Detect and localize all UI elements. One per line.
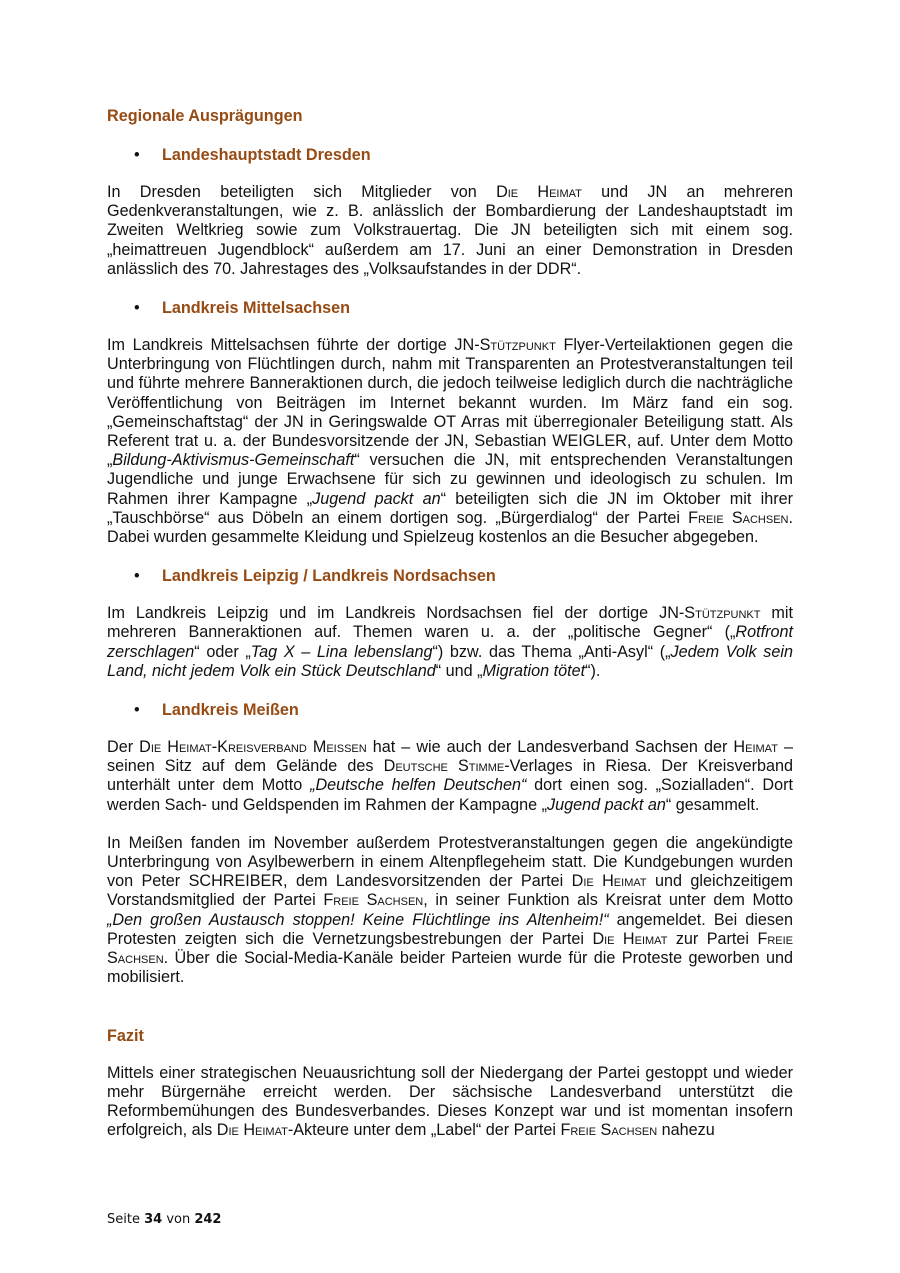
bullet-heading-meissen	[107, 700, 793, 720]
bullet-label: Landkreis Leipzig / Landkreis Nordsachsen	[162, 567, 496, 586]
paragraph-meissen-2: In Meißen fanden im November außerdem Protestveranstaltungen gegen die angekündigte Unterbringung von Asylbewerbern in einem Altenpflegeheim statt. Die Kundgebungen wurden von Peter SCHREIBER, dem Landesvorsitzenden der Partei Die Heimat und gleichzeitigem Vorstandsmitglied der Partei Freie Sachsen, in seiner Funktion als Kreisrat unter dem Motto „Den großen Austausch stoppen! Keine Flüchtlinge ins Altenheim!“ angemeldet. Bei diesen Protesten zeigten sich die Vernetzungsbestrebungen der Partei Die Heimat zur Partei Freie Sachsen. Über die Social-Media-Kanäle beider Parteien wurde für die Proteste geworben und mobilisiert.	[107, 833, 794, 987]
footer-middle: von	[162, 1212, 195, 1227]
paragraph-mittelsachsen: Im Landkreis Mittelsachsen führte der dortige JN-Stützpunkt Flyer-Verteilaktionen gegen die Unterbringung von Flüchtlingen durch, nahm mit Transparenten an Protestveranstaltungen teil und führte mehrere Banneraktionen durch, die jedoch teilweise lediglich durch die nachträgliche Veröffentlichung von Beiträgen im Internet bekannt wurden. Im März fand ein sog. „Gemeinschaftstag“ der JN in Geringswalde OT Arras mit überregionaler Beteiligung statt. Als Referent trat u. a. der Bundesvorsitzende der JN, Sebastian WEIGLER, auf. Unter dem Motto „Bildung-Aktivismus-Gemeinschaft“ versuchen die JN, mit entsprechenden Veranstaltungen Jugendliche und junge Erwachsene für sich zu gewinnen und ideologisch zu schulen. Im Rahmen ihrer Kampagne „Jugend packt an“ beteiligten sich die JN im Oktober mit ihrer „Tauschbörse“ aus Döbeln an einem dortigen sog. „Bürgerdialog“ der Partei Freie Sachsen. Dabei wurden gesammelte Kleidung und Spielzeug kostenlos an die Besucher abgegeben.	[107, 336, 794, 547]
bullet-heading-leipzig-nordsachsen	[107, 566, 793, 586]
page-content	[107, 106, 793, 1159]
bullet-icon: •	[134, 146, 140, 164]
bullet-heading-dresden	[107, 145, 793, 165]
bullet-label: Landkreis Mittelsachsen	[162, 299, 351, 318]
paragraph-fazit: Mittels einer strategischen Neuausrichtung soll der Niedergang der Partei gestoppt und wieder mehr Bürgernähe erreicht werden. Der sächsische Landesverband unterstützt die Reformbemühungen des Bundesverbandes. Dieses Konzept war und ist momentan insofern erfolgreich, als Die Heimat-Akteure unter dem „Label“ der Partei Freie Sachsen nahezu	[107, 1063, 793, 1140]
bullet-icon: •	[134, 299, 140, 318]
paragraph-meissen-1: Der Die Heimat-Kreisverband Meissen hat – wie auch der Landesverband Sachsen der Heimat – seinen Sitz auf dem Gelände des Deutsche Stimme-Verlages in Riesa. Der Kreisverband unterhält unter dem Motto „Deutsche helfen Deutschen“ dort einen sog. „Sozialladen“. Dort werden Sach- und Geldspenden im Rahmen der Kampagne „Jugend packt an“ gesammelt.	[107, 738, 794, 814]
heading-regionale-auspraegungen: Regionale Ausprägungen	[107, 107, 303, 125]
bullet-icon: •	[134, 567, 140, 586]
paragraph-leipzig: Im Landkreis Leipzig und im Landkreis Nordsachsen fiel der dortige JN-Stützpunkt mit mehreren Banneraktionen auf. Themen waren u. a. der „politische Gegner“ („Rotfront zerschlagen“ oder „Tag X – Lina lebenslang“) bzw. das Thema „Anti-Asyl“ („Jedem Volk sein Land, nicht jedem Volk ein Stück Deutschland“ und „Migration tötet“).	[107, 604, 794, 680]
bullet-label: Landkreis Meißen	[162, 701, 299, 720]
page-footer	[107, 1212, 221, 1227]
bullet-label: Landeshauptstadt Dresden	[162, 146, 371, 164]
heading-fazit: Fazit	[107, 1026, 144, 1045]
footer-page-number: 34	[144, 1212, 163, 1227]
footer-prefix: Seite	[107, 1212, 145, 1227]
spacer	[107, 1007, 793, 1026]
paragraph-dresden: In Dresden beteiligten sich Mitglieder von Die Heimat und JN an mehreren Gedenkveranstaltungen, wie z. B. anlässlich der Bombardierung der Landeshauptstadt im Zweiten Weltkrieg sowie zum Volkstrauertag. Die JN beteiligten sich mit einem sog. „heimattreuen Jugendblock“ außerdem am 17. Juni an einer Demonstration in Dresden anlässlich des 70. Jahrestages des „Volksaufstandes in der DDR“.	[107, 183, 793, 278]
bullet-icon: •	[134, 701, 140, 720]
footer-total-pages: 242	[194, 1212, 222, 1227]
bullet-heading-mittelsachsen	[107, 298, 793, 318]
